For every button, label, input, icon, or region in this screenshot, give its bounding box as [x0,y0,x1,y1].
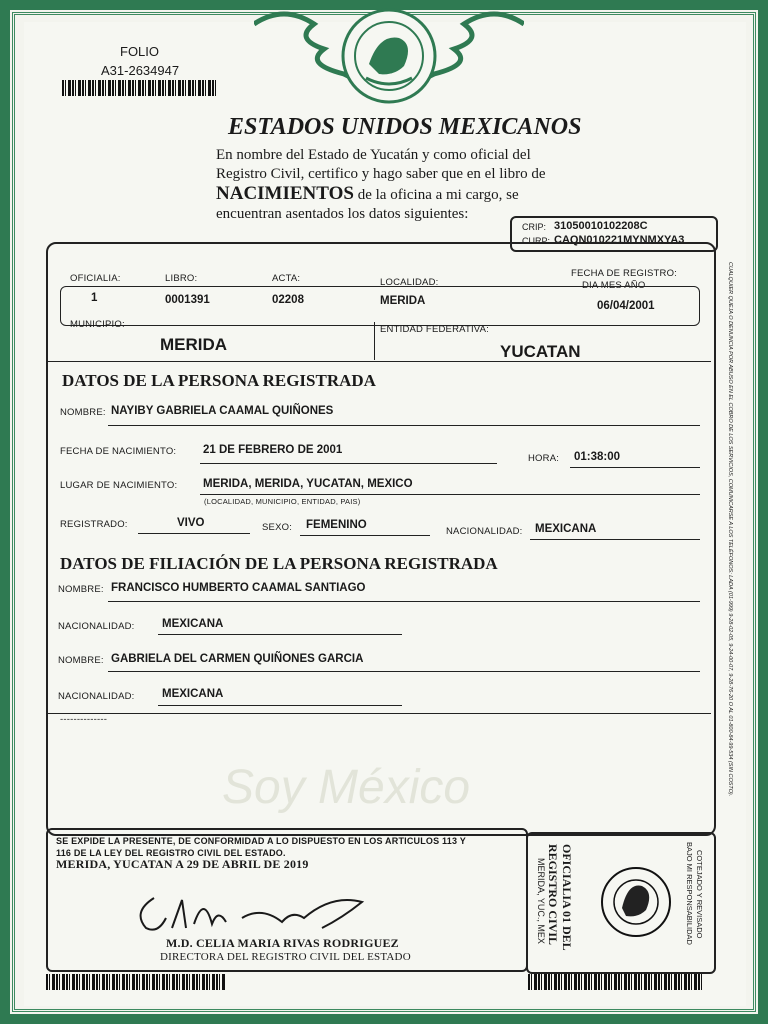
nacionalidad-value: MEXICANA [535,523,597,535]
signer-name: M.D. CELIA MARIA RIVAS RODRIGUEZ [166,936,399,950]
fecha-nacimiento-value: 21 DE FEBRERO DE 2001 [203,444,343,456]
legal-line: SE EXPIDE LA PRESENTE, DE CONFORMIDAD A LO DISPUESTO EN LOS ARTICULOS 113 Y [56,836,466,846]
field-underline [200,463,497,464]
fecha-registro-sub: DIA MES AÑO [582,280,646,291]
lugar-nacimiento-value: MERIDA, MERIDA, YUCATAN, MEXICO [203,478,413,490]
place-date: MERIDA, YUCATAN A 29 DE ABRIL DE 2019 [56,857,309,871]
acta-value: 02208 [272,294,304,306]
field-underline [108,425,700,426]
curp-value: CAQN010221MYNMXYA3 [554,234,685,246]
parent2-value: GABRIELA DEL CARMEN QUIÑONES GARCIA [111,653,364,665]
office-seal-icon [598,864,674,940]
barcode-icon [46,974,226,990]
lugar-hint: (LOCALIDAD, MUNICIPIO, ENTIDAD, PAIS) [204,497,361,506]
municipio-label: MUNICIPIO: [70,319,125,330]
parent2-nacionalidad-value: MEXICANA [162,688,224,700]
dashes: -------------- [60,714,108,725]
fecha-registro-label: FECHA DE REGISTRO: [571,268,678,279]
field-underline [138,533,250,534]
cotejado-line: BAJO MI RESPONSABILIDAD [685,842,694,945]
field-underline [570,467,700,468]
divider [48,361,711,362]
barcode-icon [528,974,704,990]
watermark: Soy México [222,761,471,814]
intro-line: encuentran asentados los datos siguientes: [216,206,469,222]
localidad-label: LOCALIDAD: [380,277,439,288]
field-underline [530,539,700,540]
registrado-value: VIVO [177,517,205,529]
intro-line: Registro Civil, certifico y hago saber que en el libro de [216,166,546,182]
nacionalidad-label: NACIONALIDAD: [446,526,523,537]
cotejado-line: COTEJADO Y REVISADO [695,850,704,939]
field-underline [108,601,700,602]
curp-label: CURP: [522,236,551,246]
field-underline [158,634,402,635]
parent1-nacionalidad-label: NACIONALIDAD: [58,621,135,632]
office-line: MERIDA, YUC., MEX [536,858,546,944]
parent1-label: NOMBRE: [58,584,104,595]
legal-line: 116 DE LA LEY DEL REGISTRO CIVIL DEL ESTADO. [56,848,286,858]
folio-label: FOLIO [120,44,160,59]
coat-of-arms-icon [254,4,524,106]
acta-label: ACTA: [272,273,301,284]
nombre-value: NAYIBY GABRIELA CAAMAL QUIÑONES [111,405,334,417]
sexo-label: SEXO: [262,522,293,533]
registrado-label: REGISTRADO: [60,519,128,530]
oficialia-value: 1 [91,292,98,304]
intro-paragraph [216,146,606,224]
signature-icon [132,888,382,938]
field-underline [300,535,430,536]
signer-title: DIRECTORA DEL REGISTRO CIVIL DEL ESTADO [160,951,411,963]
sexo-value: FEMENINO [306,519,367,531]
barcode-icon [62,80,216,96]
person-section-title: DATOS DE LA PERSONA REGISTRADA [62,371,376,390]
filiation-section-title: DATOS DE FILIACIÓN DE LA PERSONA REGISTRADA [60,554,498,573]
municipio-value: MERIDA [160,335,228,354]
fecha-nacimiento-label: FECHA DE NACIMIENTO: [60,446,177,457]
crip-value: 31050010102208C [554,220,648,232]
office-line: REGISTRO CIVIL [546,844,560,946]
entidad-value: YUCATAN [500,342,581,361]
parent2-nacionalidad-label: NACIONALIDAD: [58,691,135,702]
localidad-value: MERIDA [380,295,426,307]
crip-label: CRIP: [522,222,547,232]
parent1-nacionalidad-value: MEXICANA [162,618,224,630]
fecha-registro-value: 06/04/2001 [597,300,655,312]
page-title: ESTADOS UNIDOS MEXICANOS [228,114,582,140]
oficialia-label: OFICIALIA: [70,273,121,284]
parent2-label: NOMBRE: [58,655,104,666]
intro-line: En nombre del Estado de Yucatán y como oficial del [216,147,531,163]
field-underline [200,494,700,495]
intro-line: de la oficina a mi cargo, se [357,187,519,203]
libro-label: LIBRO: [165,273,198,284]
entidad-label: ENTIDAD FEDERATIVA: [380,324,490,335]
office-line: OFICIALIA 01 DEL [560,844,574,951]
folio-number: A31-2634947 [101,63,180,78]
libro-value: 0001391 [165,294,210,306]
field-underline [158,705,402,706]
intro-keyword: NACIMIENTOS [216,183,354,204]
field-underline [108,671,700,672]
divider [374,322,375,360]
complaint-notice: CUALQUIER QUEJA O DENUNCIA POR ABUSO EN EL COBRO DE LOS SERVICIOS, COMUNICARSE A LOS TELÉFONOS: LADA (01-999) 9-28-02-05, 9-24-00-07, 9-28-76-20 O AL 01-800-84-99-534 (SIN COSTO). [727,262,733,797]
parent1-value: FRANCISCO HUMBERTO CAAMAL SANTIAGO [111,582,366,594]
nombre-label: NOMBRE: [60,407,106,418]
hora-label: HORA: [528,453,560,464]
lugar-nacimiento-label: LUGAR DE NACIMIENTO: [60,480,178,491]
hora-value: 01:38:00 [574,451,621,463]
divider [48,713,711,714]
